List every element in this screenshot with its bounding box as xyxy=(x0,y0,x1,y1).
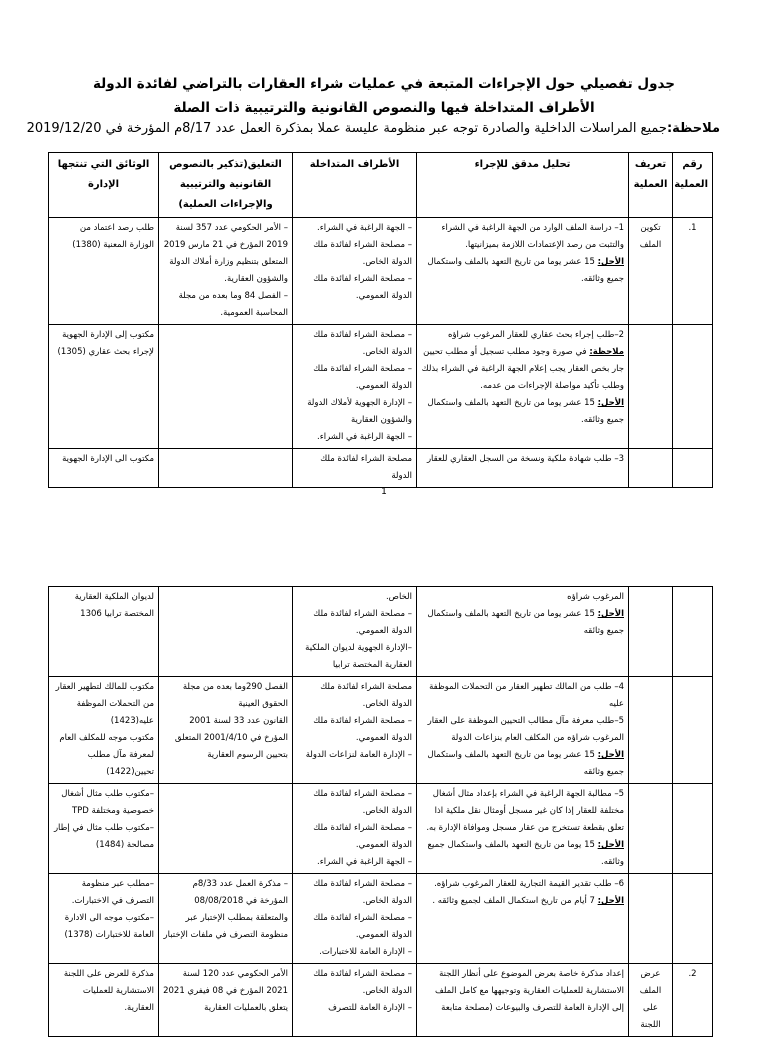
legal-comment-line: الفصل 290وما بعده من مجلة الحقوق العينية xyxy=(182,682,288,709)
involved-parties-line: – مصلحة الشراء لفائدة ملك الدولة الخاص. xyxy=(313,240,412,267)
involved-parties xyxy=(293,449,417,488)
deadline-label: الأجل: xyxy=(597,896,624,906)
table-row xyxy=(49,325,713,449)
header-comment: التعليق(تذكير بالنصوص القانونية والترتيبية والإجراءات العملية) xyxy=(159,153,293,218)
note-text: جميع المراسلات الداخلية والصادرة توجه عبر منظومة عليسة عملا بمذكرة العمل عدد 8/17م المؤرخة في 2019/12/20 xyxy=(26,121,667,136)
legal-comment-line: – الأمر الحكومي عدد 357 لسنة 2019 المؤرخ في 21 مارس 2019 المتعلق بتنظيم وزارة أملاك الدولة والشؤون العقارية. xyxy=(163,223,288,284)
page-number: 1 xyxy=(381,487,387,497)
table-row xyxy=(49,218,713,325)
involved-parties xyxy=(293,325,417,449)
procedure-analysis-line: الأجل: 15 عشر يوما من تاريخ التعهد بالملف واستكمال جميع وثائقه xyxy=(427,609,624,636)
administration-documents-line: مذكرة للعرض على اللجنة الاستشارية للعمليات العقارية. xyxy=(63,969,154,1013)
involved-parties-line: مصلحة الشراء لفائدة ملك الدولة الخاص. xyxy=(320,682,412,709)
deadline-label: الأجل: xyxy=(597,840,624,850)
deadline-label: الأجل: xyxy=(597,257,624,267)
legal-comment xyxy=(159,784,293,874)
procedure-analysis xyxy=(417,449,629,488)
legal-comment xyxy=(159,587,293,677)
legal-comment xyxy=(159,449,293,488)
legal-comment xyxy=(159,964,293,1037)
involved-parties-line: – مصلحة الشراء لفائدة ملك الدولة الخاص. xyxy=(313,969,412,996)
deadline-label: الأجل: xyxy=(597,398,624,408)
involved-parties-line: – الجهة الراغبة في الشراء. xyxy=(317,857,412,867)
administration-documents xyxy=(49,964,159,1037)
document-page-1 xyxy=(0,0,768,510)
procedure-analysis-line: 5– مطالبة الجهة الراغبة في الشراء بإعداد مثال أشغال مختلفة للعقار إذا كان غير مسجل أومثال نقل ملكية اذا تعلق بقطعة تستخرج من عقار مسجل وموافاة الإدارة به. xyxy=(426,789,624,833)
operation-number-line: 1. xyxy=(688,223,697,233)
involved-parties xyxy=(293,587,417,677)
involved-parties xyxy=(293,964,417,1037)
involved-parties-line: –الإدارة الجهوية لديوان الملكية العقارية المختصة ترابيا xyxy=(305,643,412,670)
operation-definition xyxy=(629,325,673,449)
table-header-row xyxy=(49,153,713,218)
administration-documents-line: مكتوب إلى الإدارة الجهوية لإجراء بحث عقاري (1305) xyxy=(57,330,154,357)
note xyxy=(20,121,720,136)
operation-number xyxy=(673,874,713,964)
legal-comment xyxy=(159,218,293,325)
administration-documents xyxy=(49,449,159,488)
involved-parties-line: – الإدارة العامة لنزاعات الدولة xyxy=(305,750,412,760)
table-row xyxy=(49,449,713,488)
procedure-analysis xyxy=(417,784,629,874)
deadline-label: الأجل: xyxy=(597,750,624,760)
administration-documents xyxy=(49,218,159,325)
administration-documents xyxy=(49,874,159,964)
legal-comment-line: الأمر الحكومي عدد 120 لسنة 2021 المؤرخ في 08 فيفري 2021 يتعلق بالعمليات العقارية xyxy=(163,969,288,1013)
legal-comment-line: – مذكرة العمل عدد 8/33م المؤرخة في 08/08/2018 والمتعلقة بمطلب الإختبار عبر منظومة التصرف في ملفات الإختبار xyxy=(163,879,288,940)
involved-parties xyxy=(293,677,417,784)
operation-definition xyxy=(629,587,673,677)
operation-number xyxy=(673,587,713,677)
involved-parties-line: الخاص. xyxy=(385,592,412,602)
administration-documents xyxy=(49,677,159,784)
operation-number xyxy=(673,449,713,488)
deadline-label: الأجل: xyxy=(597,609,624,619)
involved-parties-line: – الإدارة العامة للاختبارات. xyxy=(319,947,412,957)
involved-parties xyxy=(293,218,417,325)
involved-parties-line: – مصلحة الشراء لفائدة ملك الدولة العمومي. xyxy=(313,716,412,743)
operation-definition-line: عرض الملف على اللجنة xyxy=(639,969,662,1030)
procedure-analysis xyxy=(417,964,629,1037)
involved-parties-line: – الإدارة العامة للتصرف xyxy=(328,1003,412,1013)
operation-definition xyxy=(629,449,673,488)
header-docs: الوثائق التي تنتجها الإدارة xyxy=(49,153,159,218)
procedure-analysis xyxy=(417,325,629,449)
administration-documents-line: –مكتوب طلب مثال في إطار مصالحة (1484) xyxy=(53,823,154,850)
procedure-analysis-line: 1– دراسة الملف الوارد من الجهة الراغبة في الشراء والتثبت من رصد الإعتمادات اللازمة بميزانيتها. xyxy=(441,223,624,250)
procedure-analysis-line: الأجل: 15 عشر يوما من تاريخ التعهد بالملف واستكمال جميع وثائقه. xyxy=(427,257,624,284)
header-num: رقم العملية xyxy=(673,153,713,218)
operation-definition xyxy=(629,677,673,784)
procedure-analysis-line: الأجل: 15 عشر يوما من تاريخ التعهد بالملف واستكمال جميع وثائقه. xyxy=(427,398,624,425)
procedure-analysis-line: المرغوب شراؤه xyxy=(567,592,624,602)
table-row xyxy=(49,874,713,964)
involved-parties-line: – مصلحة الشراء لفائدة ملك الدولة العمومي. xyxy=(313,913,412,940)
procedure-analysis xyxy=(417,874,629,964)
operation-definition xyxy=(629,784,673,874)
involved-parties-line: – الإدارة الجهوية لأملاك الدولة والشؤون العقارية xyxy=(307,398,412,425)
involved-parties-line: – الجهة الراغبة في الشراء. xyxy=(317,432,412,442)
procedure-analysis xyxy=(417,587,629,677)
legal-comment xyxy=(159,325,293,449)
involved-parties-line: – مصلحة الشراء لفائدة ملك الدولة الخاص. xyxy=(313,789,412,816)
involved-parties-line: – مصلحة الشراء لفائدة ملك الدولة العمومي. xyxy=(313,274,412,301)
procedure-analysis-line: ملاحظة: في صورة وجود مطلب تسجيل أو مطلب تحيين جار بخص العقار يجب إعلام الجهة الراغبة في الشراء بذلك وطلب تأكيد مواصلة الإجراءات من عدمه. xyxy=(421,347,624,391)
table-row xyxy=(49,587,713,677)
involved-parties-line: – مصلحة الشراء لفائدة ملك الدولة العمومي. xyxy=(313,364,412,391)
legal-comment xyxy=(159,874,293,964)
operation-definition xyxy=(629,218,673,325)
administration-documents-line: مكتوب الى الإدارة الجهوية xyxy=(62,454,154,464)
header-analysis: تحليل مدقق للإجراء xyxy=(417,153,629,218)
operation-number-line: 2. xyxy=(688,969,697,979)
administration-documents-line: –مكتوب موجه الى الادارة العامة للاختبارات (1378) xyxy=(64,913,154,940)
procedures-table-page-2 xyxy=(48,586,713,1037)
document-title: جدول تفصيلي حول الإجراءات المتبعة في عمليات شراء العقارات بالتراضي لفائدة الدولة xyxy=(92,76,676,92)
procedure-analysis-line: الأجل: 7 أيام من تاريخ استكمال الملف لجميع وثائقه . xyxy=(432,896,624,906)
administration-documents xyxy=(49,587,159,677)
administration-documents xyxy=(49,784,159,874)
administration-documents-line: مكتوب موجه للمكلف العام لمعرفة مآل مطلب تحيين(1422) xyxy=(59,733,154,777)
involved-parties xyxy=(293,874,417,964)
procedure-analysis-line: الأجل: 15 عشر يوما من تاريخ التعهد بالملف واستكمال جميع وثائقه xyxy=(427,750,624,777)
header-def: تعريف العملية xyxy=(629,153,673,218)
administration-documents-line: –مطلب عبر منظومة التصرف في الاختبارات. xyxy=(71,879,154,906)
legal-comment xyxy=(159,677,293,784)
legal-comment-line: – الفصل 84 وما بعده من مجلة المحاسبة العمومية. xyxy=(178,291,288,318)
involved-parties-line: – مصلحة الشراء لفائدة ملك الدولة الخاص. xyxy=(313,879,412,906)
document-subtitle: الأطراف المتداخلة فيها والنصوص القانونية والترتيبية ذات الصلة xyxy=(173,100,595,116)
operation-number xyxy=(673,964,713,1037)
table-row xyxy=(49,677,713,784)
involved-parties xyxy=(293,784,417,874)
note-label: ملاحظة: xyxy=(666,121,720,136)
involved-parties-line: – مصلحة الشراء لفائدة ملك الدولة العمومي. xyxy=(313,609,412,636)
deadline-label: ملاحظة: xyxy=(589,347,624,357)
procedure-analysis-line: 5–طلب معرفة مآل مطالب التحيين الموظفة على العقار المرغوب شراؤه من المكلف العام بنزاعات الدولة xyxy=(427,716,624,743)
procedure-analysis-line: 2–طلب إجراء بحث عقاري للعقار المرغوب شراؤه xyxy=(447,330,624,340)
involved-parties-line: – مصلحة الشراء لفائدة ملك الدولة العمومي. xyxy=(313,823,412,850)
operation-number xyxy=(673,677,713,784)
procedure-analysis-line: 4– طلب من المالك تطهير العقار من التحملات الموظفة عليه xyxy=(429,682,624,709)
administration-documents xyxy=(49,325,159,449)
administration-documents-line: –مكتوب طلب مثال أشغال خصوصية ومختلفة TPD xyxy=(61,789,154,816)
procedures-table-page-1 xyxy=(48,152,713,488)
involved-parties-line: – مصلحة الشراء لفائدة ملك الدولة الخاص. xyxy=(313,330,412,357)
header-parties: الأطراف المتداخلة xyxy=(293,153,417,218)
procedure-analysis xyxy=(417,677,629,784)
operation-number xyxy=(673,784,713,874)
involved-parties-line: – الجهة الراغبة في الشراء. xyxy=(317,223,412,233)
procedure-analysis xyxy=(417,218,629,325)
procedure-analysis-line: إعداد مذكرة خاصة بعرض الموضوع على أنظار اللجنة الاستشارية للعمليات العقارية وتوجيهها مع كامل الملف إلى الإدارة العامة للتصرف والبيوعات (مصلحة متابعة xyxy=(435,969,624,1013)
legal-comment-line: القانون عدد 33 لسنة 2001 المؤرخ في 2001/4/10 المتعلق بتحيين الرسوم العقارية xyxy=(174,716,288,760)
operation-number xyxy=(673,325,713,449)
procedure-analysis-line: 3– طلب شهادة ملكية ونسخة من السجل العقاري للعقار xyxy=(426,454,624,464)
procedure-analysis-line: 6– طلب تقدير القيمة التجارية للعقار المرغوب شراؤه. xyxy=(434,879,624,889)
administration-documents-line: طلب رصد اعتماد من الوزارة المعنية (1380) xyxy=(72,223,154,250)
table-row xyxy=(49,964,713,1037)
operation-number xyxy=(673,218,713,325)
table-row xyxy=(49,784,713,874)
operation-definition xyxy=(629,964,673,1037)
administration-documents-line: مكتوب للمالك لتطهير العقار من التحملات الموظفة عليه(1423) xyxy=(55,682,154,726)
involved-parties-line: مصلحة الشراء لفائدة ملك الدولة xyxy=(320,454,412,481)
administration-documents-line: لديوان الملكية العقارية المختصة ترابيا 1306 xyxy=(74,592,154,619)
document-page-2 xyxy=(0,510,768,1030)
operation-definition-line: تكوين الملف xyxy=(639,223,662,250)
operation-definition xyxy=(629,874,673,964)
procedure-analysis-line: الأجل: 15 يوما من تاريخ التعهد بالملف واستكمال جميع وثائقه. xyxy=(427,840,624,867)
